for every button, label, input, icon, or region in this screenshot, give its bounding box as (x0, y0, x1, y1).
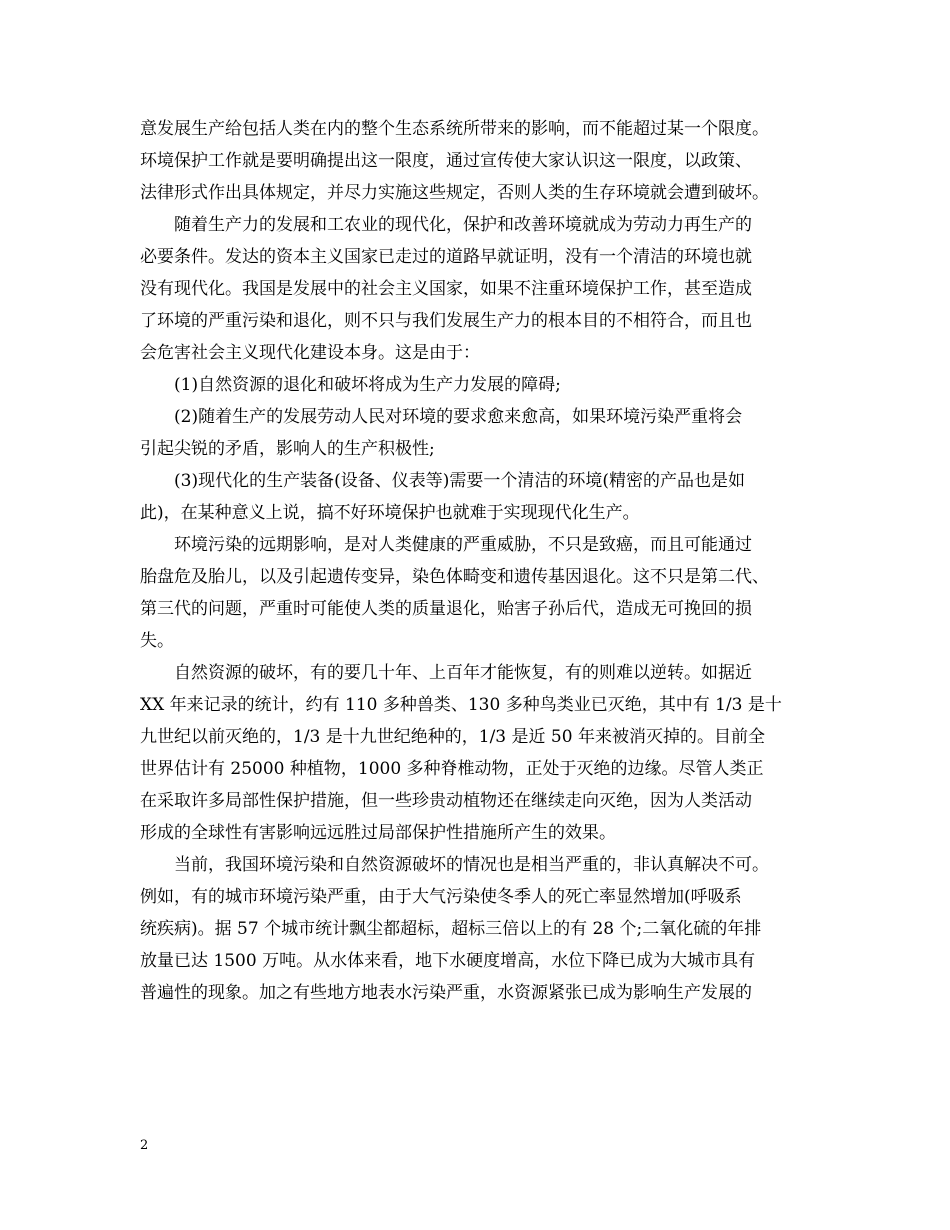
text-line: XX 年来记录的统计，约有 110 多种兽类、130 多种鸟类业已灭绝，其中有 1/3 是十 (140, 695, 782, 715)
text-line: 环境污染的远期影响，是对人类健康的严重威胁，不只是致癌，而且可能通过 (174, 535, 752, 555)
text-line: 自然资源的破坏，有的要几十年、上百年才能恢复，有的则难以逆转。如据近 (174, 663, 752, 683)
text-line: 必要条件。发达的资本主义国家已走过的道路早就证明，没有一个清洁的环境也就 (140, 247, 752, 267)
text-line: 当前，我国环境污染和自然资源破坏的情况也是相当严重的，非认真解决不可。 (174, 855, 769, 875)
text-line: 意发展生产给包括人类在内的整个生态系统所带来的影响，而不能超过某一个限度。 (140, 119, 769, 139)
text-line: 九世纪以前灭绝的，1/3 是十九世纪绝种的，1/3 是近 50 年来被消灭掉的。目前全 (140, 727, 765, 747)
text-line: 例如，有的城市环境污染严重，由于大气污染使冬季人的死亡率显然增加(呼吸系 (140, 887, 742, 907)
text-line: 会危害社会主义现代化建设本身。这是由于： (140, 343, 480, 363)
text-line: 世界估计有 25000 种植物，1000 多种脊椎动物，正处于灭绝的边缘。尽管人类正 (140, 759, 764, 779)
text-line: 统疾病)。据 57 个城市统计飘尘都超标，超标三倍以上的有 28 个;二氧化硫的年排 (140, 919, 762, 939)
text-line: 随着生产力的发展和工农业的现代化，保护和改善环境就成为劳动力再生产的 (174, 215, 752, 235)
text-line: (3)现代化的生产装备(设备、仪表等)需要一个清洁的环境(精密的产品也是如 (174, 471, 745, 491)
text-line: 放量已达 1500 万吨。从水体来看，地下水硬度增高，水位下降已成为大城市具有 (140, 951, 756, 971)
text-line: 没有现代化。我国是发展中的社会主义国家，如果不注重环境保护工作，甚至造成 (140, 279, 752, 299)
text-line: 引起尖锐的矛盾，影响人的生产积极性; (140, 439, 435, 459)
text-line: (2)随着生产的发展劳动人民对环境的要求愈来愈高，如果环境污染严重将会 (174, 407, 743, 427)
text-line: 普遍性的现象。加之有些地方地表水污染严重，水资源紧张已成为影响生产发展的 (140, 983, 752, 1003)
text-line: 形成的全球性有害影响远远胜过局部保护性措施所产生的效果。 (140, 823, 616, 843)
page-number: 2 (140, 1138, 149, 1153)
text-line: 环境保护工作就是要明确提出这一限度，通过宣传使大家认识这一限度，以政策、 (140, 151, 752, 171)
text-line: 失。 (140, 631, 174, 651)
text-line: 第三代的问题，严重时可能使人类的质量退化，贻害子孙后代，造成无可挽回的损 (140, 599, 752, 619)
text-line: 胎盘危及胎儿，以及引起遗传变异，染色体畸变和遗传基因退化。这不只是第二代、 (140, 567, 769, 587)
text-line: (1)自然资源的退化和破坏将成为生产力发展的障碍; (174, 375, 561, 395)
text-line: 在采取许多局部性保护措施，但一些珍贵动植物还在继续走向灭绝，因为人类活动 (140, 791, 752, 811)
text-line: 法律形式作出具体规定，并尽力实施这些规定，否则人类的生存环境就会遭到破坏。 (140, 183, 769, 203)
document-body (140, 113, 816, 1009)
text-line: 此)，在某种意义上说，搞不好环境保护也就难于实现现代化生产。 (140, 503, 640, 523)
text-line: 了环境的严重污染和退化，则不只与我们发展生产力的根本目的不相符合，而且也 (140, 311, 752, 331)
